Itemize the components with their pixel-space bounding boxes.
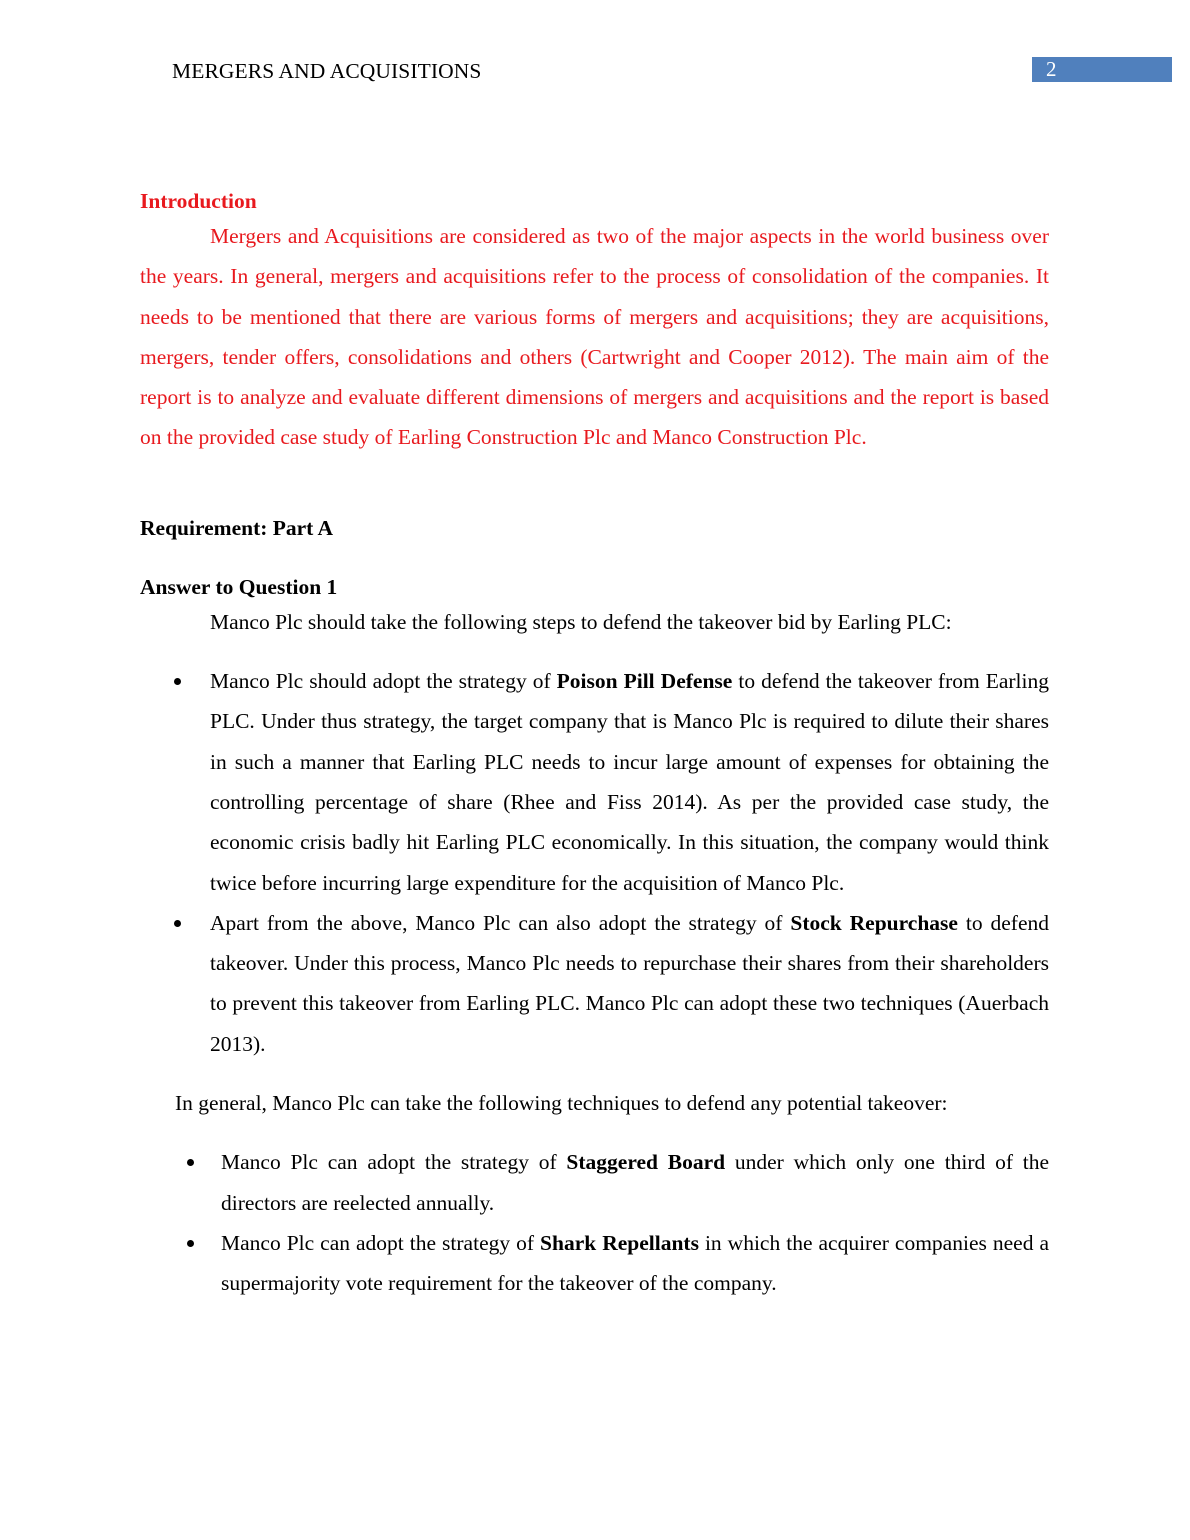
page-number-badge: 2: [1032, 57, 1172, 82]
list-item: [140, 903, 1049, 1064]
bullet-bold-term: Staggered Board: [566, 1150, 726, 1175]
running-header-title: MERGERS AND ACQUISITIONS: [172, 59, 482, 83]
list-item: [140, 661, 1049, 903]
bullet-text-after: to defend the takeover from Earling PLC. Under thus strategy, the target company that is Manco Plc is required to dilute their shares in such a manner that Earling PLC needs to incur large amount of expenses for obtaining the controlling percentage of share (Rhee and Fiss 2014). As per the provided case study, the economic crisis badly hit Earling PLC economically. In this situation, the company would think twice before incurring large expenditure for the acquisition of Manco Plc.: [210, 669, 1050, 895]
bullet-text-before: Manco Plc can adopt the strategy of: [221, 1230, 541, 1255]
bullet-bold-term: Stock Repurchase: [790, 910, 958, 935]
bullet-text-after: under which only one third of the directors are reelected annually.: [221, 1150, 1050, 1215]
list-item: [140, 1142, 1049, 1223]
bullet-dot-icon: [174, 678, 181, 685]
bullet-text-before: Manco Plc can adopt the strategy of: [221, 1150, 567, 1175]
list-item: [140, 1223, 1049, 1304]
bullet-bold-term: Poison Pill Defense: [556, 669, 733, 694]
introduction-heading: Introduction: [140, 189, 257, 213]
document-body: [140, 186, 1049, 1304]
bullet-text-before: Apart from the above, Manco Plc can also adopt the strategy of: [210, 910, 791, 935]
general-techniques-lead: In general, Manco Plc can take the following techniques to defend any potential takeover:: [175, 1091, 948, 1116]
bullet-text-after: to defend takeover. Under this process, Manco Plc needs to repurchase their shares from their shareholders to prevent this takeover from Earling PLC. Manco Plc can adopt these two techniques (Auerbach 2013).: [210, 910, 1050, 1056]
bullet-dot-icon: [187, 1159, 194, 1166]
requirement-part-a-heading: Requirement: Part A: [140, 515, 334, 540]
answer-question-1-heading: Answer to Question 1: [140, 574, 338, 599]
bullet-dot-icon: [174, 920, 181, 927]
introduction-paragraph: Mergers and Acquisitions are considered as two of the major aspects in the world business over the years. In general, mergers and acquisitions refer to the process of consolidation of the companies. It needs to be mentioned that there are various forms of mergers and acquisitions; they are acquisitions, mergers, tender offers, consolidations and others (Cartwright and Cooper 2012). The main aim of the report is to analyze and evaluate different dimensions of mergers and acquisitions and the report is based on the provided case study of Earling Construction Plc and Manco Construction Plc.: [140, 224, 1049, 450]
bullet-dot-icon: [187, 1240, 194, 1247]
bullet-text-after: in which the acquirer companies need a supermajority vote requirement for the takeover of the company.: [221, 1230, 1049, 1296]
general-techniques-list: [140, 1142, 1049, 1303]
defense-steps-list: [140, 661, 1049, 1064]
question-1-lead-text: Manco Plc should take the following steps to defend the takeover bid by Earling PLC:: [210, 609, 952, 634]
bullet-text-before: Manco Plc should adopt the strategy of: [210, 669, 557, 694]
bullet-bold-term: Shark Repellants: [540, 1230, 699, 1255]
